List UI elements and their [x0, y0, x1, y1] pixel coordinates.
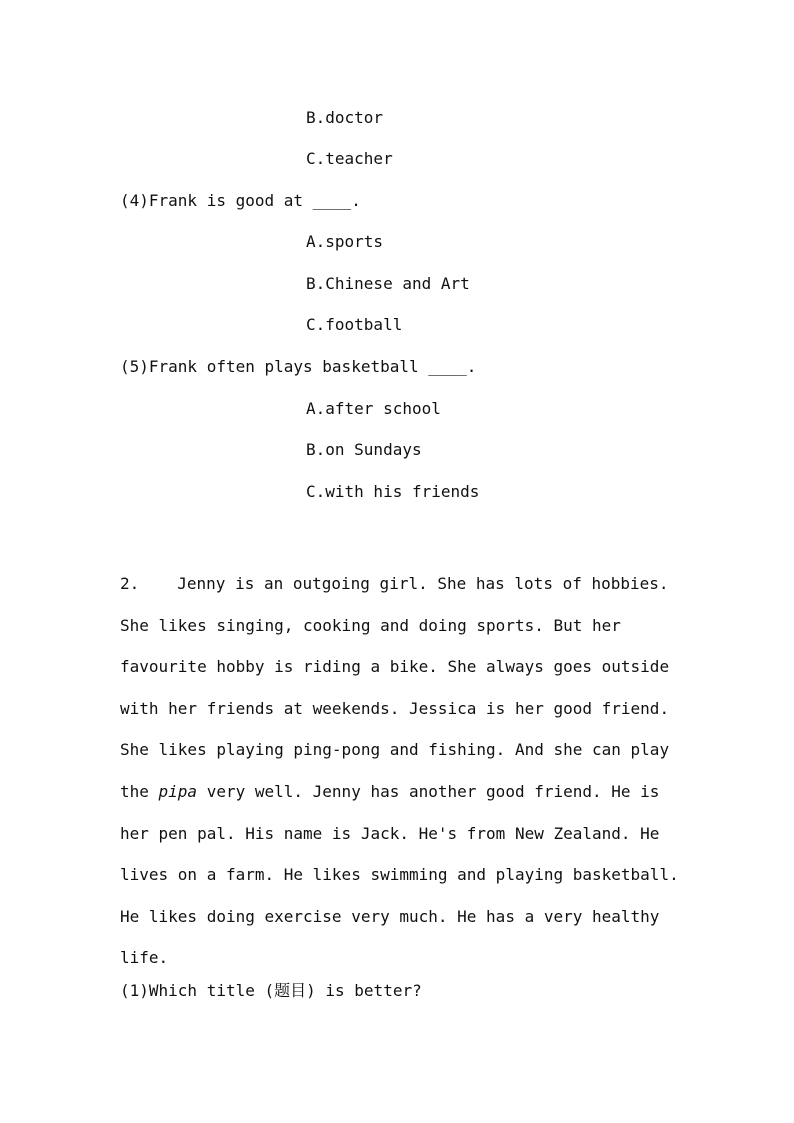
passage-line-10: life.	[120, 948, 169, 968]
q4-option-b: B.Chinese and Art	[306, 274, 470, 293]
pipa-word: pipa	[158, 781, 198, 801]
passage-line-1	[120, 563, 680, 605]
q5-option-c: C.with his friends	[306, 482, 480, 501]
passage-line-6	[120, 771, 680, 813]
q5-option-b: B.on Sundays	[306, 440, 422, 459]
passage-line-6-post: very well. Jenny has another good friend. He is	[197, 781, 660, 801]
passage-line-4: with her friends at weekends. Jessica is her good friend.	[120, 698, 670, 718]
passage-line-9: He likes doing exercise very much. He has a very healthy	[120, 906, 660, 926]
passage-line-8: lives on a farm. He likes swimming and playing basketball.	[120, 865, 679, 885]
q4-option-a: A.sports	[306, 232, 384, 251]
q5-stem: (5)Frank often plays basketball ____.	[120, 357, 477, 376]
q4-option-c: C.football	[306, 315, 403, 334]
q1-stem: (1)Which title (题目) is better?	[120, 981, 422, 1000]
q5-option-a: A.after school	[306, 399, 441, 418]
passage-line-6-pre: the	[120, 781, 159, 801]
q3-option-b: B.doctor	[306, 108, 384, 127]
passage-line-2: She likes singing, cooking and doing sports. But her	[120, 615, 621, 635]
passage-line-5: She likes playing ping-pong and fishing. And she can play	[120, 740, 670, 760]
q3-option-c: C.teacher	[306, 149, 393, 168]
passage-number: 2.	[120, 574, 140, 593]
q4-stem: (4)Frank is good at ____.	[120, 191, 361, 210]
passage-line-1-text: Jenny is an outgoing girl. She has lots of hobbies.	[177, 574, 669, 593]
passage-line-7: her pen pal. His name is Jack. He's from New Zealand. He	[120, 823, 660, 843]
passage-line-3: favourite hobby is riding a bike. She always goes outside	[120, 657, 670, 677]
passage-2	[120, 563, 680, 979]
